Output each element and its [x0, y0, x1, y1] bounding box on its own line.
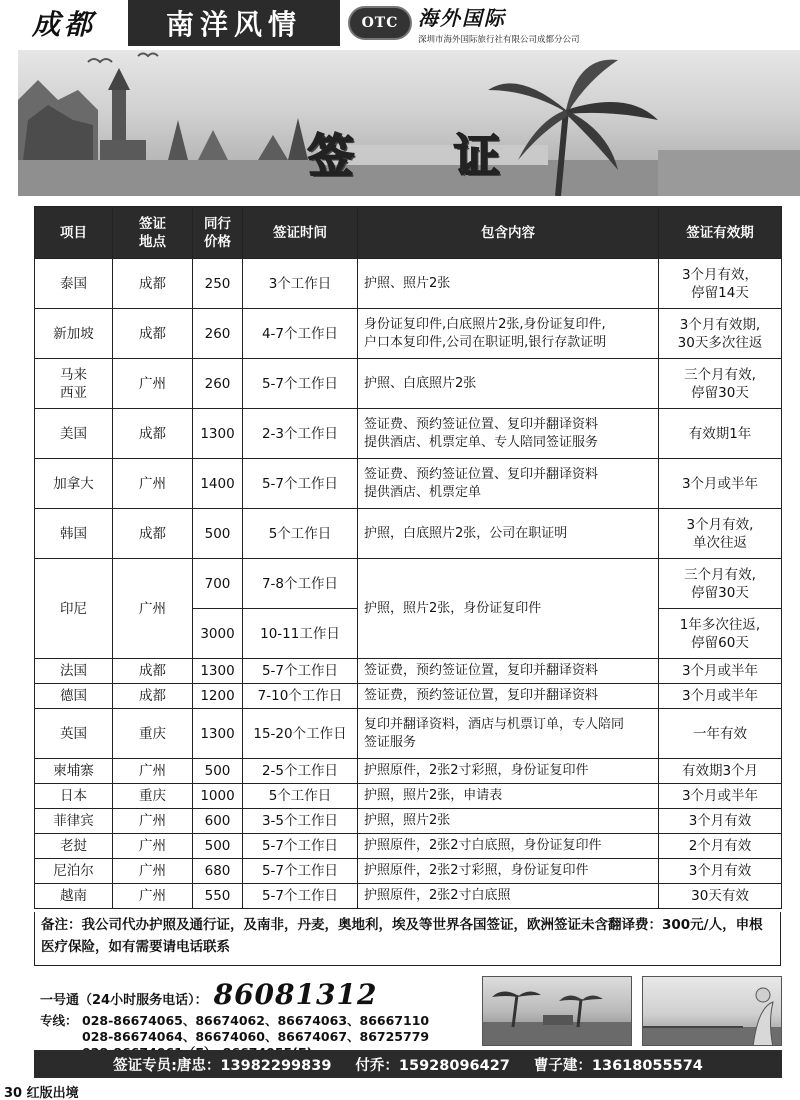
col-header-place: 签证 地点	[113, 207, 193, 259]
resort-scenery-icon	[483, 977, 632, 1046]
cell-country: 日本	[35, 784, 113, 809]
cell-place: 成都	[113, 509, 193, 559]
otc-company: 深圳市海外国际旅行社有限公司成都分公司	[418, 34, 580, 45]
cell-validity: 3个月有效， 停留14天	[659, 259, 782, 309]
cell-place: 广州	[113, 859, 193, 884]
cell-price: 500	[193, 509, 243, 559]
page-footer	[4, 1082, 79, 1100]
cell-time: 10-11工作日	[243, 609, 358, 659]
cell-validity: 1年多次往返, 停留60天	[659, 609, 782, 659]
col-header-item: 项目	[35, 207, 113, 259]
table-row	[35, 409, 782, 459]
series-logo: 南洋风情	[128, 0, 340, 46]
cell-price: 600	[193, 809, 243, 834]
cell-time: 5-7个工作日	[243, 859, 358, 884]
cell-content: 签证费、预约签证位置、复印并翻译资料 提供酒店、机票定单、专人陪同签证服务	[358, 409, 659, 459]
cell-price: 1000	[193, 784, 243, 809]
visa-staff-1: 签证专员:唐忠：13982299839	[113, 1057, 332, 1074]
table-row	[35, 884, 782, 909]
cell-time: 5-7个工作日	[243, 459, 358, 509]
cell-country: 老挝	[35, 834, 113, 859]
hotline-label: 一号通（24小时服务电话）：	[40, 993, 208, 1008]
cell-country: 菲律宾	[35, 809, 113, 834]
cell-place: 成都	[113, 409, 193, 459]
table-row	[35, 459, 782, 509]
cell-price: 1300	[193, 659, 243, 684]
cell-time: 3-5个工作日	[243, 809, 358, 834]
visa-staff-bar	[34, 1050, 782, 1078]
cell-country: 英国	[35, 709, 113, 759]
cell-time: 5-7个工作日	[243, 834, 358, 859]
cell-price: 500	[193, 834, 243, 859]
cell-validity: 3个月或半年	[659, 784, 782, 809]
cell-place: 广州	[113, 834, 193, 859]
otc-brand	[340, 0, 636, 46]
banner-left-margin	[0, 50, 18, 196]
page-number: 30	[4, 1086, 23, 1100]
col-header-validity: 签证有效期	[659, 207, 782, 259]
cell-time: 7-8个工作日	[243, 559, 358, 609]
cell-time: 2-3个工作日	[243, 409, 358, 459]
cell-validity: 一年有效	[659, 709, 782, 759]
col-header-content: 包含内容	[358, 207, 659, 259]
cell-validity: 3个月或半年	[659, 684, 782, 709]
cell-price: 550	[193, 884, 243, 909]
cell-country: 新加坡	[35, 309, 113, 359]
cell-place: 广州	[113, 559, 193, 659]
otc-logo-icon: OTC	[348, 6, 412, 40]
table-row	[35, 659, 782, 684]
cell-time: 3个工作日	[243, 259, 358, 309]
cell-country: 印尼	[35, 559, 113, 659]
cell-validity: 3个月或半年	[659, 659, 782, 684]
cell-content: 签证费，预约签证位置，复印并翻译资料	[358, 659, 659, 684]
cell-validity: 3个月有效, 单次往返	[659, 509, 782, 559]
banner-image	[18, 50, 800, 196]
cell-content: 签证费、预约签证位置、复印并翻译资料 提供酒店、机票定单	[358, 459, 659, 509]
table-row	[35, 859, 782, 884]
cell-time: 5个工作日	[243, 784, 358, 809]
table-row	[35, 809, 782, 834]
table-row	[35, 259, 782, 309]
cell-content: 身份证复印件,白底照片2张,身份证复印件, 户口本复印件,公司在职证明,银行存款证明	[358, 309, 659, 359]
cell-price: 680	[193, 859, 243, 884]
cell-country: 泰国	[35, 259, 113, 309]
cell-country: 越南	[35, 884, 113, 909]
table-row	[35, 684, 782, 709]
cell-country: 美国	[35, 409, 113, 459]
hotline-number: 86081312	[213, 978, 378, 1011]
cell-place: 成都	[113, 259, 193, 309]
col-header-time: 签证时间	[243, 207, 358, 259]
cell-country: 德国	[35, 684, 113, 709]
cell-price: 1300	[193, 409, 243, 459]
cell-place: 重庆	[113, 709, 193, 759]
cell-place: 广州	[113, 884, 193, 909]
cell-time: 5个工作日	[243, 509, 358, 559]
table-row	[35, 559, 782, 609]
cell-validity: 三个月有效, 停留30天	[659, 359, 782, 409]
cell-price: 1400	[193, 459, 243, 509]
cell-content: 护照原件，2张2寸白底照，身份证复印件	[358, 834, 659, 859]
visa-table-wrap	[34, 206, 781, 909]
cell-content: 护照、白底照片2张	[358, 359, 659, 409]
cell-place: 广州	[113, 759, 193, 784]
cell-price: 260	[193, 309, 243, 359]
cell-time: 5-7个工作日	[243, 884, 358, 909]
banner-title: 签证	[308, 129, 600, 183]
cell-country: 柬埔寨	[35, 759, 113, 784]
col-header-price: 同行 价格	[193, 207, 243, 259]
cell-price: 1300	[193, 709, 243, 759]
cell-country: 尼泊尔	[35, 859, 113, 884]
cell-content: 护照原件，2张2寸彩照，身份证复印件	[358, 759, 659, 784]
cell-validity: 3个月或半年	[659, 459, 782, 509]
cell-place: 成都	[113, 684, 193, 709]
table-row	[35, 834, 782, 859]
cell-price: 700	[193, 559, 243, 609]
cell-content: 护照原件，2张2寸白底照	[358, 884, 659, 909]
cell-price: 1200	[193, 684, 243, 709]
cell-place: 成都	[113, 659, 193, 684]
cell-place: 广州	[113, 459, 193, 509]
cell-country: 法国	[35, 659, 113, 684]
table-row	[35, 759, 782, 784]
cell-validity: 三个月有效, 停留30天	[659, 559, 782, 609]
table-header-row	[35, 207, 782, 259]
city-logo: 成都	[0, 0, 128, 46]
table-row	[35, 509, 782, 559]
phone-line: 028-86674064、86674060、86674067、86725779	[82, 1029, 430, 1044]
cell-price: 500	[193, 759, 243, 784]
line-label: 专线：	[40, 1013, 78, 1028]
cell-validity: 3个月有效	[659, 859, 782, 884]
cell-content: 护照原件，2张2寸彩照，身份证复印件	[358, 859, 659, 884]
cell-validity: 3个月有效期, 30天多次往返	[659, 309, 782, 359]
cell-time: 4-7个工作日	[243, 309, 358, 359]
contact-block	[40, 978, 480, 1061]
top-header	[0, 0, 800, 46]
cell-time: 7-10个工作日	[243, 684, 358, 709]
cell-validity: 有效期1年	[659, 409, 782, 459]
cell-time: 5-7个工作日	[243, 359, 358, 409]
cell-content: 护照，照片2张	[358, 809, 659, 834]
visa-staff-2: 付乔：15928096427	[355, 1057, 510, 1074]
table-row	[35, 784, 782, 809]
cell-content: 签证费，预约签证位置，复印并翻译资料	[358, 684, 659, 709]
cell-country: 加拿大	[35, 459, 113, 509]
table-row	[35, 709, 782, 759]
visa-staff-3: 曹子建：13618055574	[533, 1057, 703, 1074]
cell-time: 2-5个工作日	[243, 759, 358, 784]
cell-country: 韩国	[35, 509, 113, 559]
cell-price: 3000	[193, 609, 243, 659]
cell-validity: 有效期3个月	[659, 759, 782, 784]
beach-scenery-icon	[643, 977, 782, 1046]
publication-name: 红版出境	[26, 1086, 79, 1100]
cell-place: 广州	[113, 809, 193, 834]
cell-time: 5-7个工作日	[243, 659, 358, 684]
cell-place: 广州	[113, 359, 193, 409]
table-row	[35, 359, 782, 409]
cell-time: 15-20个工作日	[243, 709, 358, 759]
table-row	[35, 309, 782, 359]
cell-place: 成都	[113, 309, 193, 359]
otc-name: 海外国际	[418, 5, 506, 30]
cell-place: 重庆	[113, 784, 193, 809]
cell-price: 250	[193, 259, 243, 309]
cell-content: 护照，白底照片2张，公司在职证明	[358, 509, 659, 559]
cell-price: 260	[193, 359, 243, 409]
visa-table	[34, 206, 782, 909]
note-text: 备注：我公司代办护照及通行证，及南非，丹麦，奥地利，埃及等世界各国签证，欧洲签证未含翻译费：300元/人，申根医疗保险，如有需要请电话联系	[34, 912, 781, 966]
cell-country: 马来 西亚	[35, 359, 113, 409]
cell-content: 护照，照片2张，申请表	[358, 784, 659, 809]
phone-line: 028-86674065、86674062、86674063、86667110	[82, 1013, 430, 1028]
cell-content: 护照、照片2张	[358, 259, 659, 309]
cell-content: 护照，照片2张，身份证复印件	[358, 559, 659, 659]
cell-validity: 3个月有效	[659, 809, 782, 834]
resort-photo	[482, 976, 632, 1046]
cell-validity: 2个月有效	[659, 834, 782, 859]
cell-validity: 30天有效	[659, 884, 782, 909]
cell-content: 复印并翻译资料，酒店与机票订单，专人陪同 签证服务	[358, 709, 659, 759]
beach-photo	[642, 976, 782, 1046]
